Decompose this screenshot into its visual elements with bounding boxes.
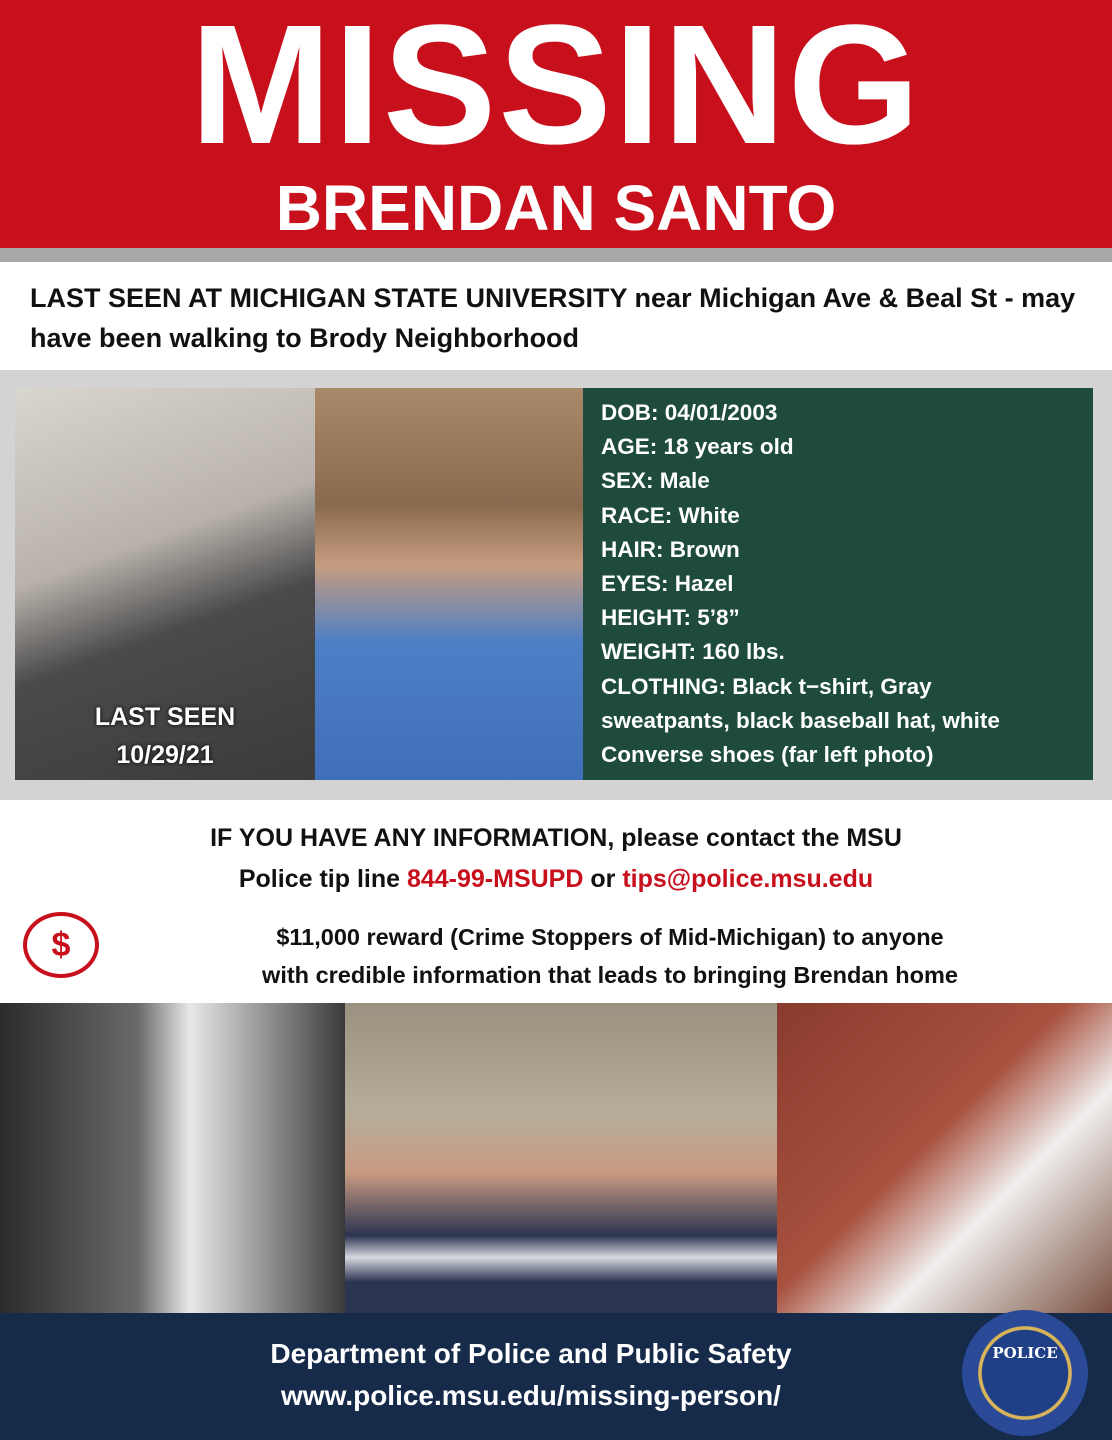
detail-line: WEIGHT: 160 lbs. — [601, 639, 785, 665]
reward-line: $11,000 reward (Crime Stoppers of Mid-Michigan) to anyone — [276, 924, 944, 950]
website-link[interactable]: www.police.msu.edu/missing-person/ — [281, 1380, 781, 1411]
footer-text — [0, 1333, 1062, 1417]
bw-portrait-photo — [0, 1003, 345, 1313]
police-seal-logo: POLICE — [962, 1310, 1088, 1436]
last-seen-bold: LAST SEEN AT MICHIGAN STATE UNIVERSITY — [30, 283, 628, 313]
detail-line: HAIR: Brown — [601, 536, 740, 562]
last-seen-location — [30, 278, 1100, 358]
dollar-icon: $ — [23, 912, 99, 978]
header-banner — [0, 0, 1112, 248]
contact-info — [0, 818, 1112, 900]
department-name: Department of Police and Public Safety — [270, 1338, 792, 1369]
footer — [0, 1313, 1112, 1440]
cap-portrait-photo — [345, 1003, 777, 1313]
person-name: BRENDAN SANTO — [275, 172, 837, 244]
tip-email-link[interactable]: tips@police.msu.edu — [622, 865, 874, 893]
detail-line: HEIGHT: 5’8” — [601, 605, 740, 631]
details-panel — [583, 388, 1093, 780]
missing-title: MISSING — [190, 0, 922, 180]
detail-line: RACE: White — [601, 502, 740, 528]
portrait-photo — [315, 388, 583, 780]
detail-line: EYES: Hazel — [601, 571, 734, 597]
contact-pre: Police tip line — [238, 865, 407, 893]
last-seen-caption — [15, 698, 315, 774]
reward-line: with credible information that leads to bringing Brendan home — [262, 962, 958, 988]
contact-or: or — [583, 865, 623, 893]
detail-line: CLOTHING: Black t−shirt, Gray — [601, 673, 932, 699]
detail-line: SEX: Male — [601, 468, 710, 494]
tip-phone-link[interactable]: 844-99-MSUPD — [406, 865, 584, 893]
detail-line: DOB: 04/01/2003 — [601, 400, 778, 425]
detail-line: sweatpants, black baseball hat, white — [601, 707, 1000, 733]
caption-date: 10/29/21 — [116, 741, 214, 769]
divider — [0, 248, 1112, 262]
brick-portrait-photo — [777, 1003, 1112, 1313]
last-seen-rest: near Michigan Ave & Beal St - may have been walking to Brody Neighborhood — [30, 283, 1076, 353]
contact-line: IF YOU HAVE ANY INFORMATION, please contact the MSU — [210, 824, 902, 852]
detail-line: AGE: 18 years old — [601, 434, 794, 460]
reward-info — [110, 918, 1110, 994]
detail-line: Converse shoes (far left photo) — [601, 742, 934, 768]
caption-line: LAST SEEN — [94, 703, 236, 731]
